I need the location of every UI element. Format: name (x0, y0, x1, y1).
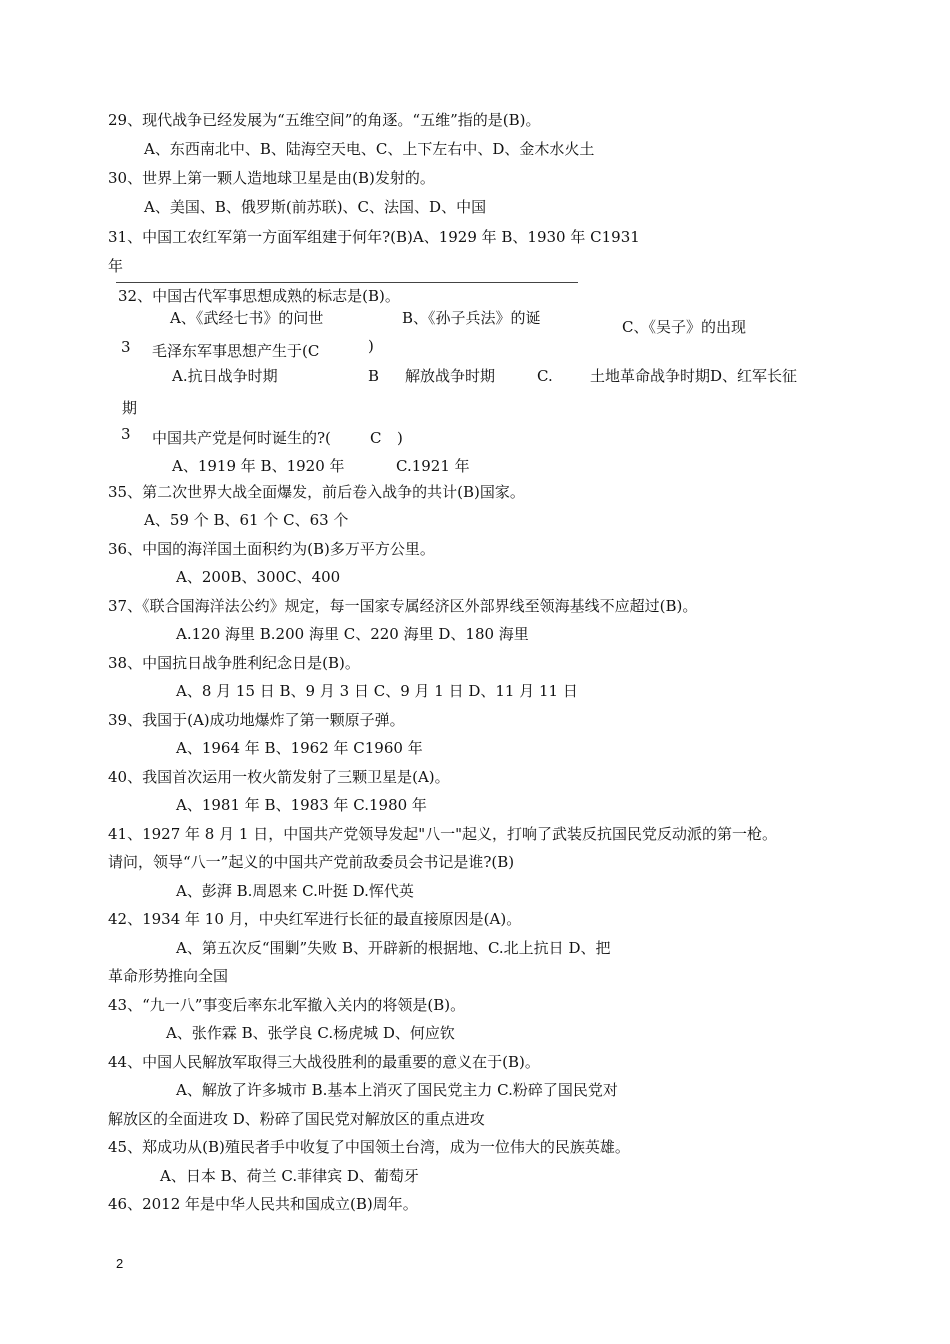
question-36: 36、中国的海洋国土面积约为(B)多万平方公里。 (108, 540, 435, 558)
question-41-options: A、彭湃 B.周恩来 C.叶挺 D.恽代英 (176, 882, 414, 900)
question-33-number: 3 (121, 338, 131, 356)
question-42-options-continued: 革命形势推向全国 (108, 967, 229, 985)
question-34-number: 3 (121, 425, 131, 443)
question-34-close-paren: ) (397, 429, 403, 447)
question-44: 44、中国人民解放军取得三大战役胜利的最重要的意义在于(B)。 (108, 1053, 540, 1071)
question-45-options: A、日本 B、荷兰 C.菲律宾 D、葡萄牙 (160, 1167, 419, 1185)
question-39: 39、我国于(A)成功地爆炸了第一颗原子弹。 (108, 711, 405, 729)
question-42: 42、1934 年 10 月，中央红军进行长征的最直接原因是(A)。 (108, 910, 522, 928)
question-35-options: A、59 个 B、61 个 C、63 个 (144, 511, 349, 529)
question-41-continued: 请问，领导“八一”起义的中国共产党前敌委员会书记是谁?(B) (108, 853, 515, 871)
question-40-options: A、1981 年 B、1983 年 C.1980 年 (176, 796, 427, 814)
question-42-options: A、第五次反“围剿”失败 B、开辟新的根据地、C.北上抗日 D、把 (176, 939, 611, 957)
question-33-close-paren: ) (368, 337, 374, 355)
question-44-options-continued: 解放区的全面进攻 D、粉碎了国民党对解放区的重点进攻 (108, 1110, 485, 1128)
horizontal-rule (116, 282, 578, 283)
question-31-continued: 年 (108, 257, 124, 275)
question-29: 29、现代战争已经发展为“五维空间”的角逐。“五维”指的是(B)。 (108, 111, 541, 129)
question-34-answer: C (370, 429, 382, 447)
question-43: 43、“九一八”事变后率东北军撤入关内的将领是(B)。 (108, 996, 466, 1014)
question-30-options: A、美国、B、俄罗斯(前苏联)、C、法国、D、中国 (144, 198, 487, 216)
question-33-option-c-d: 土地革命战争时期D、红军长征 (590, 367, 798, 385)
question-41: 41、1927 年 8 月 1 日，中国共产党领导发起"八一"起义，打响了武装反抗国民党反动派的第一枪。 (108, 825, 777, 843)
question-33: 毛泽东军事思想产生于(C (152, 342, 320, 360)
question-39-options: A、1964 年 B、1962 年 C1960 年 (176, 739, 423, 757)
question-36-options: A、200B、300C、400 (176, 568, 341, 586)
question-33-option-b: 解放战争时期 (405, 367, 496, 385)
question-34-options: A、1919 年 B、1920 年 (172, 457, 345, 475)
question-46: 46、2012 年是中华人民共和国成立(B)周年。 (108, 1195, 418, 1213)
question-29-options: A、东西南北中、B、陆海空天电、C、上下左右中、D、金木水火土 (144, 140, 595, 158)
question-44-options: A、解放了许多城市 B.基本上消灭了国民党主力 C.粉碎了国民党对 (176, 1081, 618, 1099)
question-32-option-b: B、《孙子兵法》的诞 (402, 309, 541, 327)
question-45: 45、郑成功从(B)殖民者手中收复了中国领土台湾，成为一位伟大的民族英雄。 (108, 1138, 630, 1156)
question-35: 35、第二次世界大战全面爆发，前后卷入战争的共计(B)国家。 (108, 483, 525, 501)
question-31: 31、中国工农红军第一方面军组建于何年?(B)A、1929 年 B、1930 年 C1931 (108, 228, 640, 246)
question-33-option-b-label: B (368, 367, 380, 385)
question-33-option-c-label: C. (537, 367, 553, 385)
question-43-options: A、张作霖 B、张学良 C.杨虎城 D、何应钦 (166, 1024, 455, 1042)
question-30: 30、世界上第一颗人造地球卫星是由(B)发射的。 (108, 169, 435, 187)
question-33-continued: 期 (122, 399, 138, 417)
question-32-option-a: A、《武经七书》的问世 (170, 309, 324, 327)
question-34-option-c: C.1921 年 (396, 457, 470, 475)
question-32-option-c: C、《吴子》的出现 (622, 318, 746, 336)
question-32: 32、中国古代军事思想成熟的标志是(B)。 (118, 287, 400, 305)
question-38-options: A、8 月 15 日 B、9 月 3 日 C、9 月 1 日 D、11 月 11 日 (176, 682, 578, 700)
question-40: 40、我国首次运用一枚火箭发射了三颗卫星是(A)。 (108, 768, 450, 786)
question-34: 中国共产党是何时诞生的?( (152, 429, 331, 447)
question-37-options: A.120 海里 B.200 海里 C、220 海里 D、180 海里 (176, 625, 529, 643)
page-number: 2 (116, 1256, 124, 1271)
question-37: 37、《联合国海洋法公约》规定，每一国家专属经济区外部界线至领海基线不应超过(B)。 (108, 597, 698, 615)
question-33-option-a: A.抗日战争时期 (172, 367, 278, 385)
question-38: 38、中国抗日战争胜利纪念日是(B)。 (108, 654, 360, 672)
